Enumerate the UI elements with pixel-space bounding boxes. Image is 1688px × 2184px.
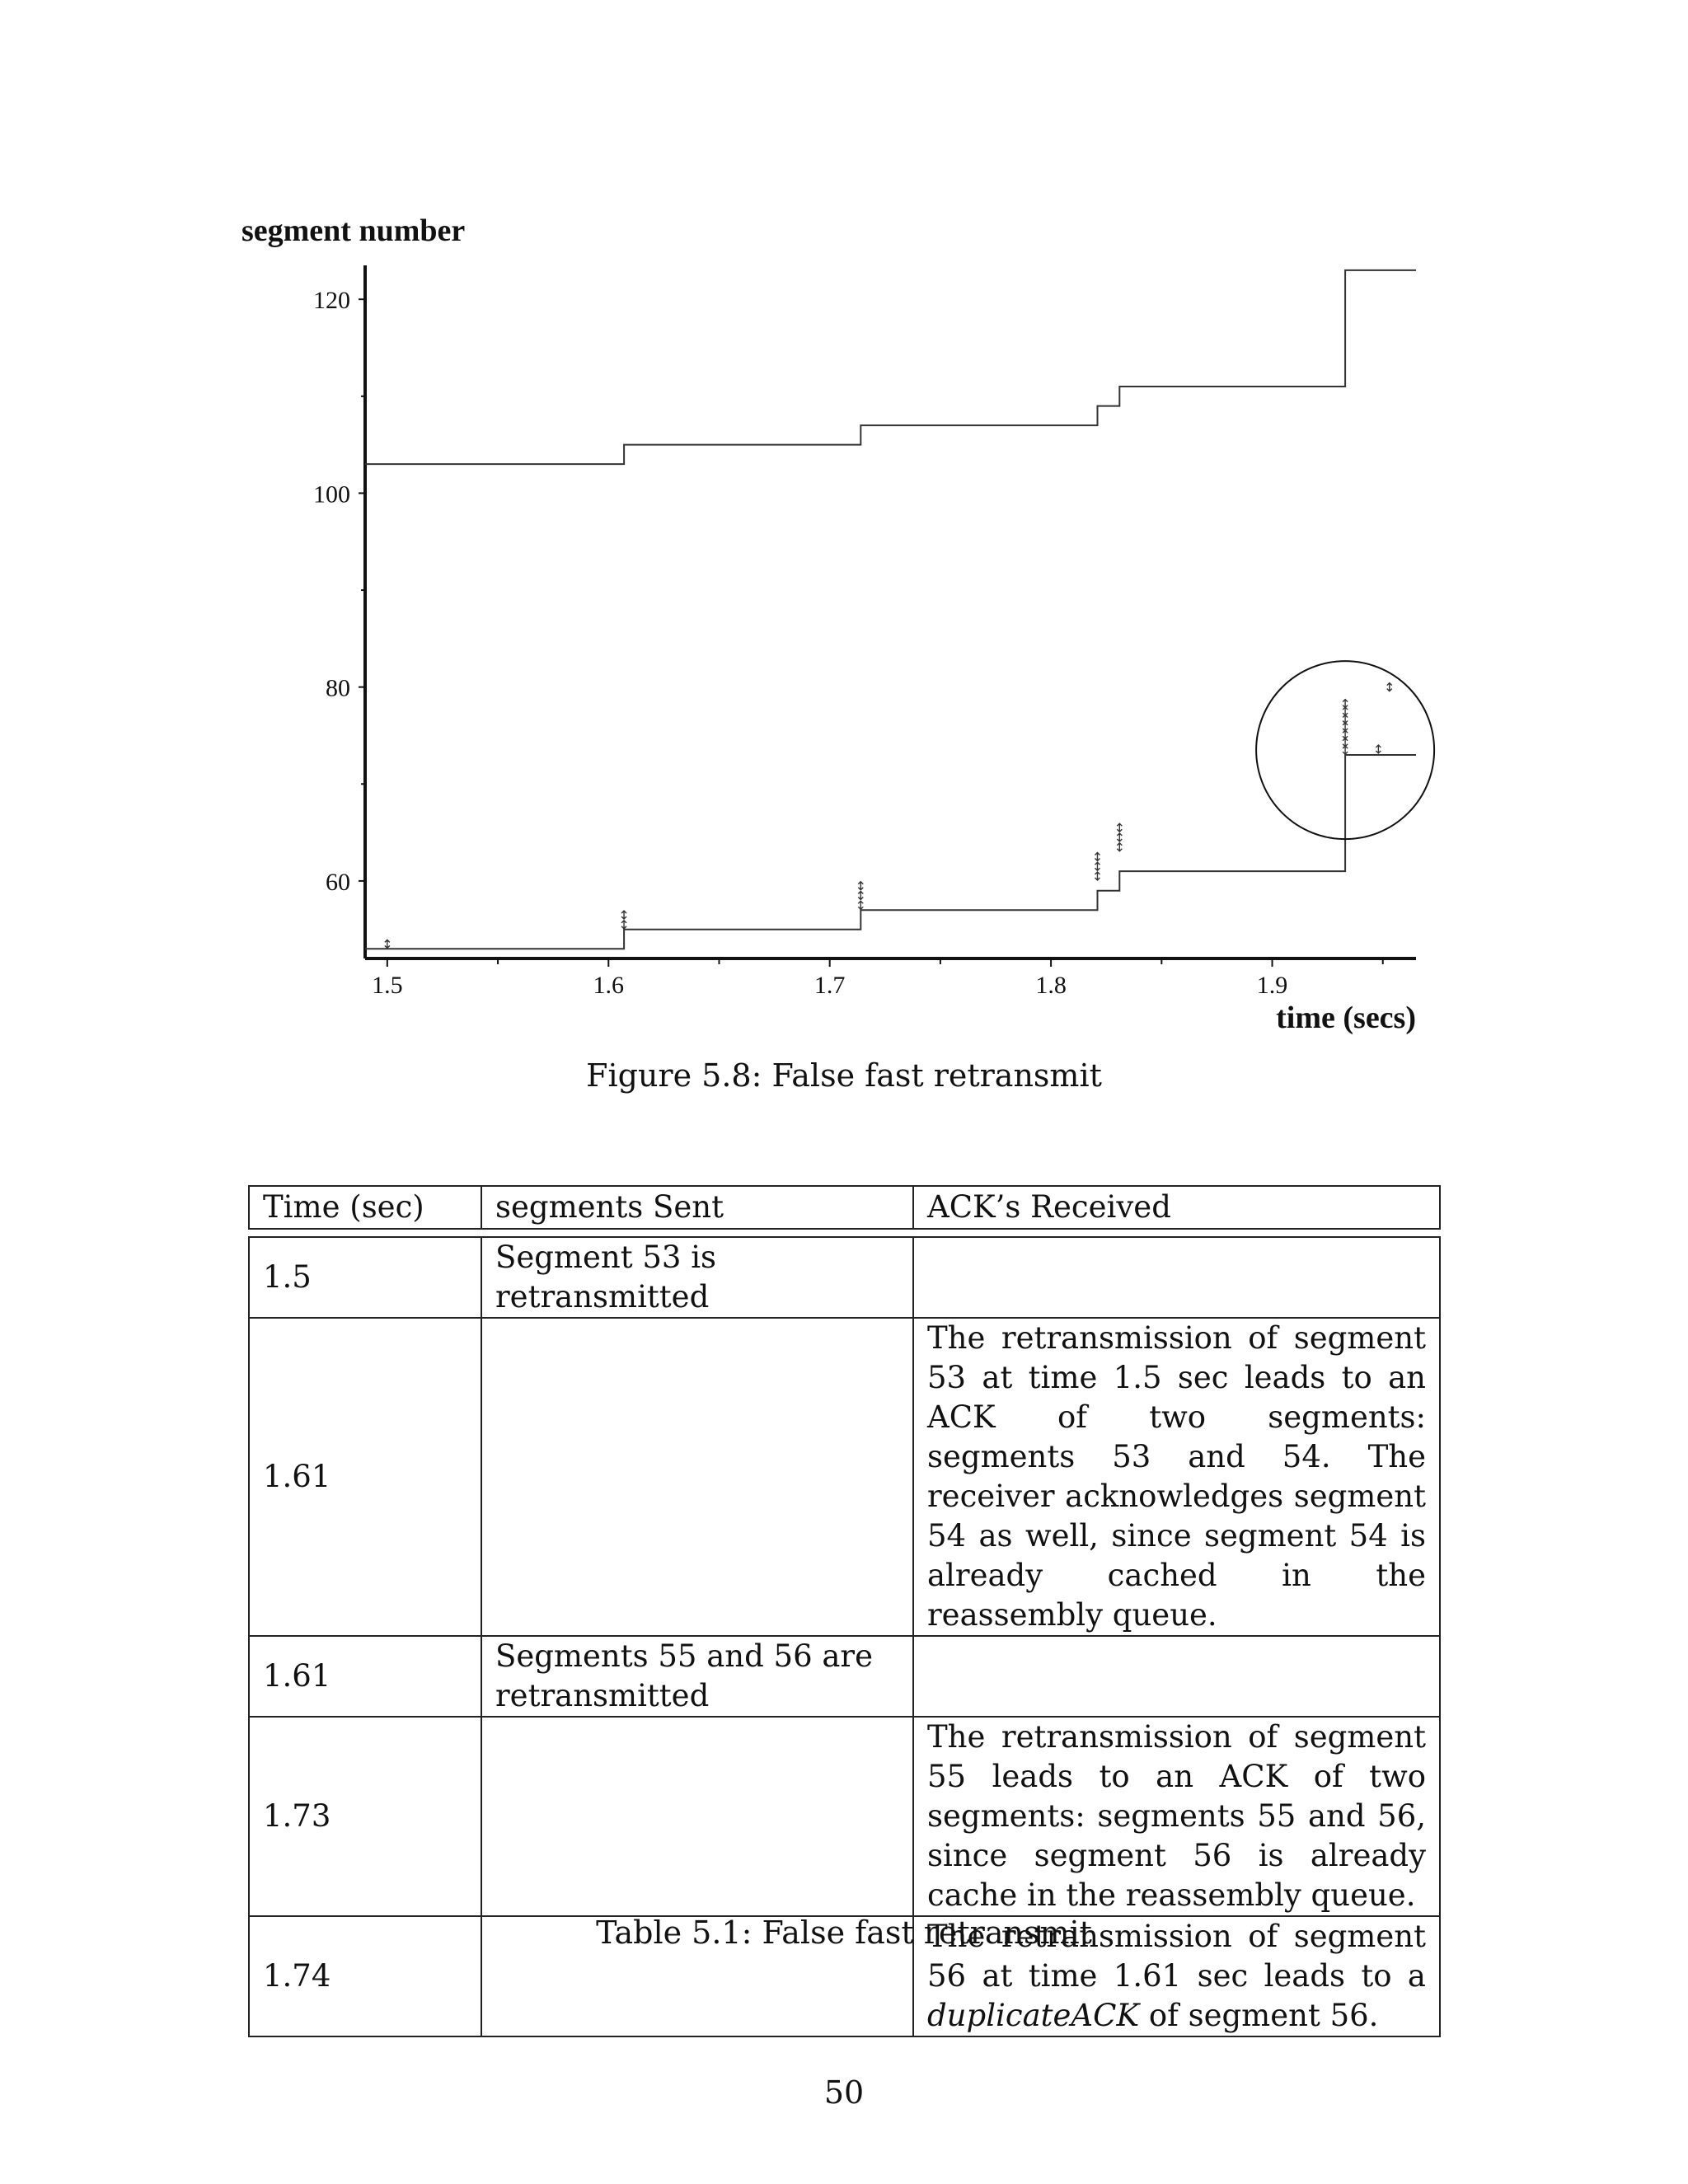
segment-marker — [621, 911, 626, 919]
segment-marker — [1376, 745, 1381, 753]
figure-caption: Figure 5.8: False fast retransmit — [586, 1057, 1102, 1094]
x-tick-label: 1.6 — [593, 972, 625, 999]
segment-marker — [1343, 700, 1348, 708]
header-segments-sent: segments Sent — [481, 1186, 913, 1229]
segment-marker — [858, 901, 863, 909]
y-tick-label: 80 — [326, 674, 350, 702]
row-time: 1.73 — [249, 1717, 481, 1916]
row-ack — [913, 1636, 1440, 1717]
header-time: Time (sec) — [249, 1186, 481, 1229]
table-caption: Table 5.1: False fast retransmit — [596, 1915, 1092, 1951]
row-sent — [481, 1717, 913, 1916]
header-acks-received: ACK’s Received — [913, 1186, 1440, 1229]
segment-marker — [1117, 833, 1122, 841]
segment-marker — [858, 882, 863, 890]
row-sent: Segment 53 is retransmitted — [481, 1237, 913, 1318]
retransmit-table — [248, 1185, 1441, 2037]
segment-time-chart — [0, 0, 1688, 1047]
segment-marker — [1095, 872, 1100, 880]
ack-line — [365, 755, 1416, 949]
row-time: 1.61 — [249, 1318, 481, 1636]
x-tick-label: 1.9 — [1256, 972, 1288, 999]
send-window-line — [365, 270, 1416, 464]
segment-marker — [858, 892, 863, 900]
row-sent — [481, 1318, 913, 1636]
x-tick-label: 1.5 — [372, 972, 403, 999]
x-axis-title: time (secs) — [1276, 1001, 1416, 1035]
segment-marker — [1095, 852, 1100, 860]
y-tick-label: 120 — [313, 287, 350, 315]
x-tick-label: 1.8 — [1035, 972, 1067, 999]
row-time: 1.61 — [249, 1636, 481, 1717]
table-row — [249, 1636, 1440, 1717]
y-axis-title: segment number — [241, 213, 466, 248]
segment-marker — [1117, 843, 1122, 851]
row-ack: The retransmission of segment 53 at time 1.5 sec leads to an ACK of two segments: segments 53 and 54. The receiver acknowledges segment 54 as well, since segment 54 is already cached in the reassembly queue. — [913, 1318, 1440, 1636]
table-row — [249, 1318, 1440, 1636]
y-tick-label: 60 — [326, 868, 350, 896]
segment-marker — [1387, 683, 1392, 691]
row-sent: Segments 55 and 56 are retransmitted — [481, 1636, 913, 1717]
table-row — [249, 1717, 1440, 1916]
segment-marker — [1095, 862, 1100, 870]
x-tick-label: 1.7 — [814, 972, 846, 999]
row-time: 1.74 — [249, 1916, 481, 2036]
row-ack: The retransmission of segment 56 at time 1.61 sec leads to a duplicateACK of segment 56. — [913, 1916, 1440, 2036]
row-ack — [913, 1237, 1440, 1318]
row-time: 1.5 — [249, 1237, 481, 1318]
row-ack: The retransmission of segment 55 leads to an ACK of two segments: segments 55 and 56, since segment 56 is already cache in the reassembly queue. — [913, 1717, 1440, 1916]
page-number: 50 — [823, 2074, 865, 2111]
segment-marker — [1117, 823, 1122, 832]
table-row — [249, 1237, 1440, 1318]
segment-marker — [621, 921, 626, 929]
segment-marker — [385, 940, 390, 948]
y-tick-label: 100 — [313, 480, 350, 509]
table-header-row — [249, 1186, 1440, 1229]
